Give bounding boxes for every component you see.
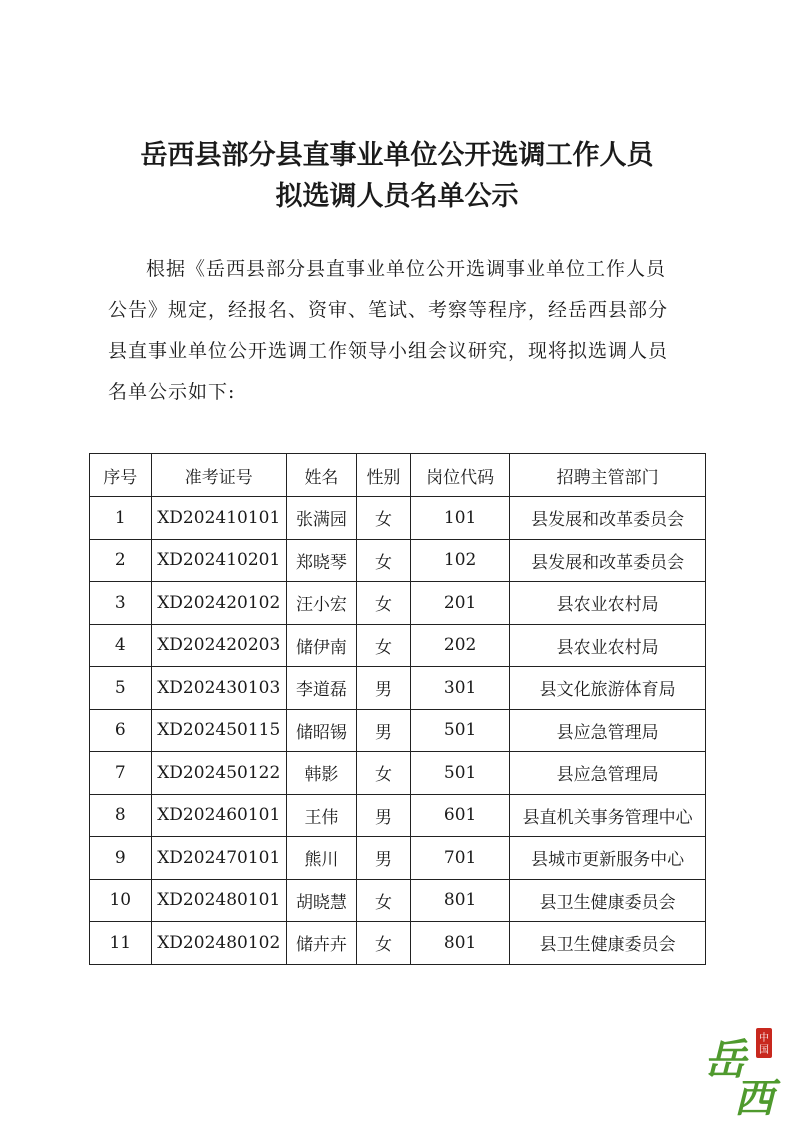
table-row [90, 879, 706, 922]
cell-name: 张满园 [286, 497, 356, 540]
document-title-line1: 岳西县部分县直事业单位公开选调工作人员 [140, 140, 654, 171]
cell-post-code: 101 [410, 497, 509, 540]
cell-gender: 男 [356, 709, 410, 752]
candidate-table [89, 453, 706, 965]
table-header-row [90, 454, 706, 497]
cell-name: 郑晓琴 [286, 539, 356, 582]
cell-index: 1 [90, 497, 152, 540]
cell-post-code: 301 [410, 667, 509, 710]
cell-index: 4 [90, 624, 152, 667]
cell-index: 11 [90, 922, 152, 965]
cell-name: 汪小宏 [286, 582, 356, 625]
cell-index: 6 [90, 709, 152, 752]
cell-index: 8 [90, 794, 152, 837]
cell-department: 县卫生健康委员会 [510, 922, 706, 965]
cell-department: 县应急管理局 [510, 709, 706, 752]
logo-char: 岳 [704, 1035, 747, 1084]
document-title-line2: 拟选调人员名单公示 [275, 181, 519, 212]
cell-exam-id: XD202430103 [151, 667, 286, 710]
cell-index: 3 [90, 582, 152, 625]
cell-gender: 男 [356, 794, 410, 837]
cell-department: 县应急管理局 [510, 752, 706, 795]
cell-name: 熊川 [286, 837, 356, 880]
cell-gender: 女 [356, 879, 410, 922]
cell-name: 储卉卉 [286, 922, 356, 965]
cell-gender: 女 [356, 624, 410, 667]
cell-department: 县农业农村局 [510, 582, 706, 625]
cell-index: 5 [90, 667, 152, 710]
table-row [90, 624, 706, 667]
header-name: 姓名 [286, 454, 356, 497]
cell-name: 王伟 [286, 794, 356, 837]
table-row [90, 539, 706, 582]
cell-department: 县直机关事务管理中心 [510, 794, 706, 837]
cell-name: 储伊南 [286, 624, 356, 667]
cell-department: 县文化旅游体育局 [510, 667, 706, 710]
cell-exam-id: XD202470101 [151, 837, 286, 880]
table-row [90, 582, 706, 625]
cell-index: 10 [90, 879, 152, 922]
cell-exam-id: XD202460101 [151, 794, 286, 837]
cell-name: 胡晓慧 [286, 879, 356, 922]
cell-post-code: 801 [410, 922, 509, 965]
table-row [90, 794, 706, 837]
intro-paragraph [108, 249, 704, 413]
cell-index: 2 [90, 539, 152, 582]
table-row [90, 497, 706, 540]
cell-name: 储昭锡 [286, 709, 356, 752]
cell-post-code: 601 [410, 794, 509, 837]
paragraph-line: 县直事业单位公开选调工作领导小组会议研究，现将拟选调人员 [108, 340, 669, 362]
seal-char: 国 [759, 1045, 769, 1056]
cell-index: 7 [90, 752, 152, 795]
cell-exam-id: XD202410201 [151, 539, 286, 582]
cell-post-code: 801 [410, 879, 509, 922]
cell-exam-id: XD202480102 [151, 922, 286, 965]
yuexi-logo [690, 1022, 786, 1116]
cell-exam-id: XD202420203 [151, 624, 286, 667]
cell-index: 9 [90, 837, 152, 880]
cell-gender: 女 [356, 582, 410, 625]
cell-post-code: 501 [410, 752, 509, 795]
cell-post-code: 701 [410, 837, 509, 880]
cell-gender: 女 [356, 752, 410, 795]
cell-exam-id: XD202450115 [151, 709, 286, 752]
cell-department: 县发展和改革委员会 [510, 497, 706, 540]
table-body [90, 497, 706, 965]
cell-department: 县发展和改革委员会 [510, 539, 706, 582]
cell-post-code: 102 [410, 539, 509, 582]
cell-gender: 女 [356, 539, 410, 582]
cell-exam-id: XD202480101 [151, 879, 286, 922]
cell-gender: 女 [356, 922, 410, 965]
cell-department: 县农业农村局 [510, 624, 706, 667]
cell-post-code: 201 [410, 582, 509, 625]
table-row [90, 752, 706, 795]
table-row [90, 922, 706, 965]
seal-char: 中 [759, 1033, 769, 1044]
cell-gender: 男 [356, 837, 410, 880]
cell-post-code: 202 [410, 624, 509, 667]
cell-post-code: 501 [410, 709, 509, 752]
table-row [90, 709, 706, 752]
paragraph-line: 公告》规定，经报名、资审、笔试、考察等程序，经岳西县部分 [108, 299, 669, 321]
header-exam-id: 准考证号 [151, 454, 286, 497]
cell-gender: 女 [356, 497, 410, 540]
paragraph-line: 名单公示如下: [108, 381, 236, 403]
cell-department: 县卫生健康委员会 [510, 879, 706, 922]
cell-exam-id: XD202410101 [151, 497, 286, 540]
header-post-code: 岗位代码 [410, 454, 509, 497]
cell-gender: 男 [356, 667, 410, 710]
header-index: 序号 [90, 454, 152, 497]
cell-name: 李道磊 [286, 667, 356, 710]
paragraph-line: 根据《岳西县部分县直事业单位公开选调事业单位工作人员 [146, 258, 667, 280]
table-row [90, 837, 706, 880]
header-department: 招聘主管部门 [510, 454, 706, 497]
cell-exam-id: XD202450122 [151, 752, 286, 795]
header-gender: 性别 [356, 454, 410, 497]
logo-char: 西 [734, 1075, 774, 1116]
cell-name: 韩影 [286, 752, 356, 795]
cell-department: 县城市更新服务中心 [510, 837, 706, 880]
cell-exam-id: XD202420102 [151, 582, 286, 625]
table-row [90, 667, 706, 710]
